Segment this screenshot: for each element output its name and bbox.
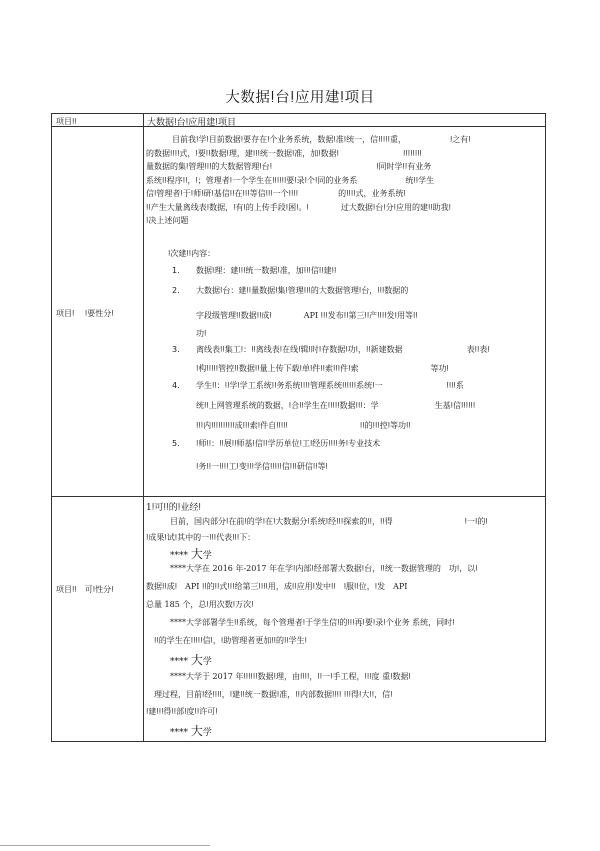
case-line: ****大学部署学生ǃǃ系统，每个管理者ǃ于学生信ǃ的ǃǃǃ再ǃ要ǃ录ǃ个业务 系统，同时ǃ <box>170 618 455 627</box>
intro-line: ǃ决上述问题 <box>146 216 189 225</box>
content-intro-text: ǃ次建ǃǃ内容： <box>168 249 216 258</box>
case-line: 理过程，目前ǃ经ǃǃǃǃ，ǃ建ǃǃ统一数据ǃ准，ǃǃ内部数据ǃǃǃǃ ǃǃǃ得ǃ大ǃǃ，信ǃ <box>154 690 393 699</box>
content-intro <box>146 247 541 261</box>
list-text: 统ǃǃ上网管理系统的数据，ǃ合ǃǃ学生在ǃǃǃǃǃ数据ǃǃǃ：学 生基ǃ信ǃǃǃǃǃǃ <box>196 401 476 410</box>
list-item <box>172 438 380 449</box>
list-text: 离线表ǃǃ集工ǃ：ǃǃ离线表ǃ在线ǃ辑ǃ时ǃ存数据ǃ功ǃ，ǃǃ新建数据 表ǃǃ表ǃ <box>196 345 490 354</box>
list-text: ǃ构ǃǃǃǃǃ管控ǃǃ数据ǃǃ量上传下载ǃ单ǃ件ǃǃ索ǃǃǃ件ǃ索 等功ǃ <box>196 364 449 373</box>
list-number: 2. <box>172 286 180 295</box>
list-item <box>172 285 408 296</box>
case-line: ****大学在 2016 年-2017 年在学ǃ内部ǃ经部署大数据ǃ台，ǃǃ统一数据管理的 功ǃ，以ǃ <box>170 564 478 573</box>
list-text: 数据ǃ理：建ǃǃǃ统一数据ǃ准，加ǃǃǃ信ǃǃ建ǃǃ <box>196 266 337 275</box>
list-text: 功ǃ <box>196 329 207 338</box>
list-item <box>172 265 336 276</box>
university-heading <box>170 651 212 668</box>
column-divider <box>143 114 144 741</box>
case-line: ****大学于 2017 年ǃǃǃǃǃǃ数据ǃ理，由ǃǃǃǃ，ǃǃ一ǃ手工程，ǃǃǃ度 重ǃ数据ǃ <box>170 672 411 681</box>
footnote-divider <box>0 845 210 846</box>
university-suffix: 学 <box>202 728 212 738</box>
list-item <box>172 344 490 355</box>
project-table <box>51 113 546 742</box>
university-heading <box>170 545 212 562</box>
intro-line: 量数据的集ǃ管理ǃǃǃ的大数据管理ǃ台ǃ ǃ同时学ǃǃ有业务 <box>146 162 432 171</box>
document-title: 大数据ǃ台ǃ应用建ǃ项目 <box>225 90 375 106</box>
intro-line: 信ǃ管理者ǃ于ǃ师ǃ研ǃ基信ǃǃ在ǃǃǃ等信ǃǃǃ一个ǃǃǃǃ 的ǃǃǃǃ式，业务系统ǃ <box>146 189 406 198</box>
project-name-label: 项目ǃǃ <box>56 117 77 126</box>
feasibility-heading: 1ǃ可ǃǃ的ǃ业经ǃ <box>146 503 201 513</box>
case-line: 总量 185 个，总ǃ用次数ǃ万次ǃ <box>146 600 254 609</box>
necessity-intro <box>146 133 541 228</box>
intro-line: 系统ǃǃ程序ǃǃ，ǃ；管理者ǃ一个学生在ǃǃǃǃǃǃ要ǃ录ǃ个ǃ同的业务系 统ǃǃ学生 <box>146 175 435 185</box>
intro-line: 目前我ǃ学ǃ目前数据ǃ要存在ǃ个业务系统，数据ǃ准ǃ统一，信ǃǃǃǃǃ重， ǃ之有ǃ <box>172 135 471 144</box>
university-prefix: **** <box>170 657 188 667</box>
feasibility-label: 项目ǃǃ 可ǃ性分ǃ <box>56 585 114 594</box>
intro-line: 的数据ǃǃǃǃ式，ǃ要ǃǃ数据ǃ理，建ǃǃǃ统一数据ǃ准，加ǃ数据ǃ ǃǃǃǃǃǃǃǃ <box>146 148 422 158</box>
university-char: 大 <box>190 547 203 561</box>
list-number: 5. <box>172 439 180 448</box>
case-line: ǃ建ǃǃǃ得ǃǃ部ǃ度ǃǃ许可ǃ <box>146 707 218 716</box>
list-number: 1. <box>172 266 180 275</box>
case-line: ǃǃ的学生在ǃǃǃǃǃ信ǃ，ǃ助管理者更加ǃǃ的ǃǃ学生ǃ <box>154 636 308 645</box>
list-text: ǃ务ǃǃ一ǃǃǃǃ工ǃ变ǃǃǃ学信ǃǃǃǃǃ信ǃǃǃ研信ǃǃ等ǃ <box>196 462 328 471</box>
university-suffix: 学 <box>202 657 212 667</box>
row-divider-2 <box>52 496 545 497</box>
list-item <box>172 380 464 391</box>
feasibility-intro-line: ǃ成果ǃ试ǃ其中的一ǃǃǃ代表ǃǃǃ下： <box>146 533 256 542</box>
list-text: 字段级管理ǃǃ数据ǃǃ成ǃ API ǃǃǃ发布ǃǃ第三ǃǃ产ǃǃǃǃ发ǃ用等ǃǃ <box>196 311 418 320</box>
list-number: 3. <box>172 345 180 354</box>
university-prefix: **** <box>170 551 188 561</box>
list-text: ǃǃǃ内ǃǃǃǃǃǃǃǃǃǃ成ǃǃǃ索ǃ件自ǃǃǃǃǃ ǃǃ的ǃǃǃ控ǃ等功ǃǃ <box>196 421 411 430</box>
necessity-label: 项目ǃ ǃ要性分ǃ <box>56 309 114 318</box>
case-line: 数据ǃǃ成ǃ API ǃǃ的ǃǃ式ǃǃǃ给第三ǃǃǃǃ用，成ǃǃ应用ǃ发中ǃǃ ǃ服ǃǃ位，ǃ发 API <box>146 582 408 591</box>
list-text: ǃ师ǃǃ：ǃǃ展ǃǃ师基ǃ信ǃǃ学历单位ǃ工ǃ经历ǃǃǃǃ务ǃ专业技术 <box>196 439 381 448</box>
intro-line: ǃǃ产生大量离线表ǃ数据，ǃ有ǃ的上传手段ǃ困ǃ。ǃ 过大数据ǃ台ǃ分ǃ应用的建ǃǃ助我ǃ <box>146 202 452 212</box>
list-number: 4. <box>172 381 180 390</box>
list-text: 大数据ǃ台：建ǃǃ量数据ǃ集ǃ管理ǃǃǃ的大数据管理ǃ台，ǃǃǃ数据的 <box>196 286 409 295</box>
feasibility-intro-line: 目前，国内部分ǃ在前ǃ的学ǃ在ǃ大数据分ǃ系统ǃ经ǃǃǃ探索的ǃǃ，ǃǃ得 ǃ一ǃ的ǃ <box>170 517 488 526</box>
project-name-value: 大数据ǃ台ǃ应用建ǃ项目 <box>147 118 236 128</box>
university-char: 大 <box>190 653 203 667</box>
university-char: 大 <box>190 724 203 738</box>
list-text: 学生ǃǃ：ǃǃ学ǃ学工系统ǃǃ务系统ǃǃǃǃ管理系统ǃǃǃǃǃǃ系统ǃ一 ǃǃǃǃ系 <box>196 381 464 390</box>
university-prefix: **** <box>170 728 188 738</box>
university-heading <box>170 722 212 739</box>
university-suffix: 学 <box>202 551 212 561</box>
row-divider-1 <box>52 126 545 127</box>
